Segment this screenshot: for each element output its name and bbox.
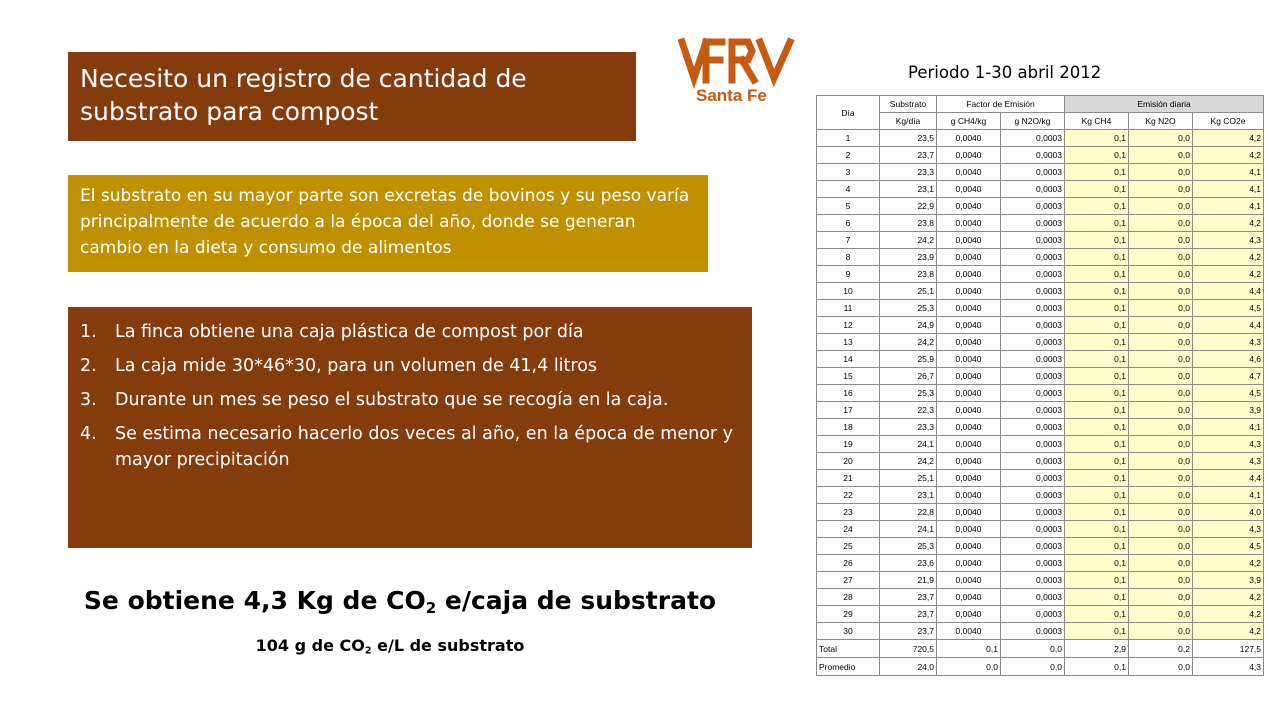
table-cell: 21 [817, 470, 880, 487]
table-cell: 18 [817, 419, 880, 436]
table-row [817, 215, 1264, 232]
table-cell: 0,0 [1129, 334, 1193, 351]
table-cell: 0,0003 [1001, 351, 1065, 368]
table-cell: 4,1 [1193, 487, 1264, 504]
table-cell: 6 [817, 215, 880, 232]
step-number: 4. [80, 424, 97, 444]
table-cell: 24,0 [880, 658, 937, 676]
table-cell: 0,0003 [1001, 368, 1065, 385]
table-cell: 0,0040 [937, 215, 1001, 232]
table-cell: 0,1 [1065, 419, 1129, 436]
table-cell: 0,0 [1129, 589, 1193, 606]
step-text: La caja mide 30*46*30, para un volumen de 41,4 litros [115, 356, 598, 376]
table-cell: 0,0003 [1001, 504, 1065, 521]
table-cell: 0,1 [1065, 147, 1129, 164]
table-cell: 15 [817, 368, 880, 385]
table-cell: 22 [817, 487, 880, 504]
result-subline-prefix: 104 g de CO [255, 636, 365, 655]
table-cell: 26 [817, 555, 880, 572]
table-cell: 24,9 [880, 317, 937, 334]
table-cell: 23,7 [880, 606, 937, 623]
table-cell: 4,7 [1193, 368, 1264, 385]
table-cell: 0,0040 [937, 368, 1001, 385]
table-cell: 22,9 [880, 198, 937, 215]
table-cell: 0,0040 [937, 147, 1001, 164]
table-cell: 0,0 [1129, 215, 1193, 232]
table-cell: 24,1 [880, 436, 937, 453]
table-cell: 0,1 [1065, 334, 1129, 351]
table-cell: 0,0003 [1001, 198, 1065, 215]
table-cell: 25,1 [880, 283, 937, 300]
table-cell: 4,2 [1193, 555, 1264, 572]
table-cell: 0,0040 [937, 334, 1001, 351]
table-cell: 0,0 [1129, 572, 1193, 589]
table-row [817, 368, 1264, 385]
table-cell: 4,1 [1193, 198, 1264, 215]
page-title: Necesito un registro de cantidad de substrato para compost [80, 64, 527, 126]
table-cell: 0,1 [1065, 470, 1129, 487]
table-row [817, 504, 1264, 521]
result-headline [60, 586, 740, 615]
description-banner [68, 175, 708, 272]
table-cell: 0,1 [1065, 249, 1129, 266]
logo-caption: Santa Fe [696, 86, 767, 105]
result-subline [160, 636, 620, 655]
table-cell: 0,2 [1129, 640, 1193, 658]
table-cell: 0,0003 [1001, 606, 1065, 623]
table-cell: 23,5 [880, 130, 937, 147]
table-cell: 4,3 [1193, 453, 1264, 470]
table-cell: 24,2 [880, 334, 937, 351]
table-cell: 4,4 [1193, 317, 1264, 334]
step-text: Se estima necesario hacerlo dos veces al año, en la época de menor y mayor precipitación [115, 424, 734, 470]
table-cell: 9 [817, 266, 880, 283]
table-cell: 4,0 [1193, 504, 1264, 521]
table-total-row [817, 658, 1264, 676]
table-cell: 0,1 [1065, 538, 1129, 555]
table-row [817, 521, 1264, 538]
table-cell: 0,0003 [1001, 249, 1065, 266]
table-cell: 0,1 [1065, 521, 1129, 538]
table-cell: 0,0040 [937, 402, 1001, 419]
table-cell: 0,0 [1001, 640, 1065, 658]
table-cell: 0,0 [1129, 283, 1193, 300]
table-row [817, 181, 1264, 198]
table-cell: 0,1 [1065, 589, 1129, 606]
table-cell: 0,0040 [937, 555, 1001, 572]
table-cell: 0,0003 [1001, 164, 1065, 181]
table-cell: 0,0040 [937, 572, 1001, 589]
table-cell: 0,0 [1129, 351, 1193, 368]
table-cell: 0,0 [1129, 470, 1193, 487]
table-cell: 0,1 [1065, 436, 1129, 453]
table-cell: 25,9 [880, 351, 937, 368]
table-cell: 0,0040 [937, 385, 1001, 402]
table-cell: 4,1 [1193, 164, 1264, 181]
table-cell: 23 [817, 504, 880, 521]
table-cell: 19 [817, 436, 880, 453]
table-row [817, 266, 1264, 283]
table-cell: 0,0 [1129, 487, 1193, 504]
table-cell: 13 [817, 334, 880, 351]
table-cell: 0,0 [1129, 266, 1193, 283]
step-item [80, 387, 740, 413]
table-cell: 4,4 [1193, 470, 1264, 487]
table-cell: 0,0040 [937, 538, 1001, 555]
table-cell: 0,0003 [1001, 334, 1065, 351]
step-text: Durante un mes se peso el substrato que se recogía en la caja. [115, 390, 669, 410]
table-cell: 23,1 [880, 181, 937, 198]
result-headline-suffix: e/caja de substrato [436, 586, 717, 615]
table-cell: 0,0003 [1001, 232, 1065, 249]
table-cell: 0,0003 [1001, 283, 1065, 300]
subheader-cell: Kg CO2e [1193, 113, 1264, 130]
table-cell: 0,0040 [937, 164, 1001, 181]
table-cell: 25 [817, 538, 880, 555]
table-cell: 0,0040 [937, 249, 1001, 266]
table-cell: 28 [817, 589, 880, 606]
table-cell: 0,1 [1065, 283, 1129, 300]
table-cell: 24 [817, 521, 880, 538]
table-cell: Total [817, 640, 880, 658]
table-cell: 0,1 [1065, 402, 1129, 419]
table-cell: 17 [817, 402, 880, 419]
table-cell: 4,3 [1193, 334, 1264, 351]
table-cell: 0,1 [1065, 487, 1129, 504]
table-cell: 0,1 [1065, 181, 1129, 198]
table-cell: 8 [817, 249, 880, 266]
table-cell: 0,0040 [937, 181, 1001, 198]
table-row [817, 334, 1264, 351]
table-cell: 24,1 [880, 521, 937, 538]
table-row [817, 606, 1264, 623]
table-cell: 23,8 [880, 266, 937, 283]
table-cell: 25,3 [880, 300, 937, 317]
table-cell: 0,0 [1129, 658, 1193, 676]
table-row [817, 385, 1264, 402]
table-row [817, 232, 1264, 249]
table-cell: 0,0 [1129, 317, 1193, 334]
table-cell: 0,0040 [937, 589, 1001, 606]
table-cell: 27 [817, 572, 880, 589]
table-cell: 0,0 [1129, 164, 1193, 181]
table-cell: 0,1 [1065, 317, 1129, 334]
table-row [817, 453, 1264, 470]
table-cell: 0,1 [1065, 555, 1129, 572]
table-cell: 0,0040 [937, 283, 1001, 300]
table-cell: 0,0003 [1001, 266, 1065, 283]
table-cell: 0,0040 [937, 504, 1001, 521]
table-cell: 0,0003 [1001, 436, 1065, 453]
step-item [80, 421, 740, 473]
table-cell: 0,0 [1129, 521, 1193, 538]
table-cell: 0,1 [1065, 385, 1129, 402]
steps-panel [68, 307, 752, 548]
table-cell: 0,1 [1065, 351, 1129, 368]
table-cell: 0,0040 [937, 130, 1001, 147]
step-number: 3. [80, 390, 97, 410]
table-cell: 0,0 [1129, 300, 1193, 317]
table-cell: 0,1 [1065, 300, 1129, 317]
table-cell: 0,0040 [937, 232, 1001, 249]
table-cell: 0,0 [1129, 436, 1193, 453]
table-cell: 0,1 [1065, 453, 1129, 470]
table-cell: 0,0003 [1001, 555, 1065, 572]
header-factor: Factor de Emisión [937, 96, 1065, 113]
table-cell: 4,2 [1193, 147, 1264, 164]
table-cell: 0,0 [1129, 385, 1193, 402]
table-cell: 4,3 [1193, 436, 1264, 453]
table-cell: 2,9 [1065, 640, 1129, 658]
table-cell: 0,1 [937, 640, 1001, 658]
table-row [817, 300, 1264, 317]
table-cell: 0,0003 [1001, 385, 1065, 402]
table-cell: 0,0003 [1001, 623, 1065, 640]
result-headline-subscript: 2 [425, 598, 437, 617]
table-total-row [817, 640, 1264, 658]
table-cell: 4,4 [1193, 283, 1264, 300]
period-label: Periodo 1-30 abril 2012 [908, 63, 1102, 82]
table-cell: 23,3 [880, 164, 937, 181]
table-cell: 24,2 [880, 232, 937, 249]
table-cell: 14 [817, 351, 880, 368]
table-row [817, 198, 1264, 215]
table-cell: 0,0 [1129, 181, 1193, 198]
table-cell: 4,2 [1193, 215, 1264, 232]
table-row [817, 623, 1264, 640]
table-cell: 0,0 [937, 658, 1001, 676]
table-cell: 0,1 [1065, 164, 1129, 181]
table-cell: 23,7 [880, 589, 937, 606]
table-cell: 23,3 [880, 419, 937, 436]
table-cell: 20 [817, 453, 880, 470]
table-cell: 0,0 [1129, 130, 1193, 147]
header-day: Día [817, 96, 880, 130]
table-cell: 0,1 [1065, 572, 1129, 589]
table-cell: 0,0040 [937, 606, 1001, 623]
table-cell: 0,0003 [1001, 470, 1065, 487]
table-cell: 0,0003 [1001, 181, 1065, 198]
table-cell: 5 [817, 198, 880, 215]
table-row [817, 402, 1264, 419]
table-row [817, 555, 1264, 572]
table-cell: 0,1 [1065, 368, 1129, 385]
table-cell: 23,7 [880, 623, 937, 640]
table-cell: 0,0040 [937, 487, 1001, 504]
result-subline-suffix: e/L de substrato [371, 636, 525, 655]
table-cell: 23,7 [880, 147, 937, 164]
table-cell: 24,2 [880, 453, 937, 470]
table-cell: 0,1 [1065, 606, 1129, 623]
table-cell: 25,1 [880, 470, 937, 487]
table-row [817, 470, 1264, 487]
table-cell: 0,0 [1129, 504, 1193, 521]
table-row [817, 419, 1264, 436]
table-cell: 4,6 [1193, 351, 1264, 368]
table-cell: 0,0 [1129, 538, 1193, 555]
emissions-table [816, 95, 1264, 676]
table-cell: 26,7 [880, 368, 937, 385]
table-cell: 12 [817, 317, 880, 334]
table-subheader-row [817, 113, 1264, 130]
subheader-cell: Kg/día [880, 113, 937, 130]
table-cell: 23,9 [880, 249, 937, 266]
table-cell: 0,1 [1065, 504, 1129, 521]
table-cell: 0,0040 [937, 351, 1001, 368]
table-cell: 0,0 [1129, 249, 1193, 266]
table-cell: 0,0040 [937, 317, 1001, 334]
table-cell: 0,0 [1129, 453, 1193, 470]
table-cell: 0,0003 [1001, 402, 1065, 419]
table-cell: 23,1 [880, 487, 937, 504]
table-row [817, 249, 1264, 266]
table-header-row [817, 96, 1264, 113]
table-cell: 0,0 [1129, 623, 1193, 640]
table-cell: 4,5 [1193, 538, 1264, 555]
table-cell: 4,2 [1193, 623, 1264, 640]
table-cell: 0,0003 [1001, 487, 1065, 504]
table-cell: 4 [817, 181, 880, 198]
table-cell: 0,0003 [1001, 572, 1065, 589]
table-cell: 23,8 [880, 215, 937, 232]
table-cell: 0,0040 [937, 300, 1001, 317]
table-row [817, 572, 1264, 589]
step-item [80, 353, 740, 379]
table-cell: 0,1 [1065, 215, 1129, 232]
table-cell: 4,5 [1193, 385, 1264, 402]
table-cell: 21,9 [880, 572, 937, 589]
table-cell: 0,0040 [937, 266, 1001, 283]
title-banner [68, 52, 636, 141]
subheader-cell: Kg CH4 [1065, 113, 1129, 130]
table-row [817, 147, 1264, 164]
table-cell: 0,0003 [1001, 453, 1065, 470]
table-row [817, 130, 1264, 147]
table-cell: 0,0040 [937, 521, 1001, 538]
table-cell: 30 [817, 623, 880, 640]
table-cell: 0,0 [1129, 419, 1193, 436]
table-cell: 0,0 [1129, 198, 1193, 215]
table-cell: 4,2 [1193, 589, 1264, 606]
table-cell: 3 [817, 164, 880, 181]
subheader-cell: g CH4/kg [937, 113, 1001, 130]
table-row [817, 538, 1264, 555]
table-cell: 0,0003 [1001, 538, 1065, 555]
table-cell: 0,0 [1129, 606, 1193, 623]
table-cell: 25,3 [880, 385, 937, 402]
table-cell: 0,0003 [1001, 419, 1065, 436]
table-cell: 0,0003 [1001, 317, 1065, 334]
table-cell: 0,0 [1129, 368, 1193, 385]
table-cell: Promedio [817, 658, 880, 676]
table-cell: 0,0003 [1001, 147, 1065, 164]
table-row [817, 589, 1264, 606]
table-cell: 0,0003 [1001, 521, 1065, 538]
table-cell: 127,5 [1193, 640, 1264, 658]
table-cell: 4,1 [1193, 419, 1264, 436]
table-row [817, 487, 1264, 504]
table-cell: 0,0040 [937, 470, 1001, 487]
table-cell: 16 [817, 385, 880, 402]
table-cell: 4,2 [1193, 130, 1264, 147]
table-cell: 0,0 [1129, 402, 1193, 419]
table-row [817, 317, 1264, 334]
table-cell: 4,5 [1193, 300, 1264, 317]
table-cell: 0,0 [1129, 555, 1193, 572]
step-text: La finca obtiene una caja plástica de compost por día [115, 322, 584, 342]
table-cell: 0,1 [1065, 232, 1129, 249]
table-row [817, 436, 1264, 453]
table-cell: 0,1 [1065, 266, 1129, 283]
table-cell: 0,1 [1065, 198, 1129, 215]
table-cell: 22,3 [880, 402, 937, 419]
table-cell: 4,1 [1193, 181, 1264, 198]
table-row [817, 283, 1264, 300]
table-cell: 29 [817, 606, 880, 623]
table-cell: 23,6 [880, 555, 937, 572]
steps-list [80, 319, 740, 473]
table-cell: 0,0040 [937, 436, 1001, 453]
table-cell: 2 [817, 147, 880, 164]
table-cell: 0,0003 [1001, 215, 1065, 232]
table-cell: 0,0040 [937, 198, 1001, 215]
subheader-cell: Kg N2O [1129, 113, 1193, 130]
table-cell: 3,9 [1193, 402, 1264, 419]
result-headline-prefix: Se obtiene 4,3 Kg de CO [83, 586, 426, 615]
table-cell: 4,3 [1193, 521, 1264, 538]
table-cell: 22,8 [880, 504, 937, 521]
header-emission: Emisión diaria [1065, 96, 1264, 113]
step-item [80, 319, 740, 345]
table-cell: 4,3 [1193, 658, 1264, 676]
table-cell: 0,0040 [937, 419, 1001, 436]
step-number: 1. [80, 322, 97, 342]
table-cell: 0,0003 [1001, 589, 1065, 606]
result-subline-subscript: 2 [364, 645, 372, 657]
step-number: 2. [80, 356, 97, 376]
table-cell: 0,0 [1001, 658, 1065, 676]
header-substrate: Substrato [880, 96, 937, 113]
table-cell: 25,3 [880, 538, 937, 555]
table-cell: 0,1 [1065, 658, 1129, 676]
table-cell: 4,3 [1193, 232, 1264, 249]
table-row [817, 351, 1264, 368]
table-cell: 0,0040 [937, 453, 1001, 470]
table-cell: 0,0 [1129, 232, 1193, 249]
table-cell: 0,1 [1065, 130, 1129, 147]
table-cell: 0,0 [1129, 147, 1193, 164]
subheader-cell: g N2O/kg [1001, 113, 1065, 130]
table-cell: 0,0003 [1001, 130, 1065, 147]
table-cell: 0,1 [1065, 623, 1129, 640]
table-cell: 4,2 [1193, 249, 1264, 266]
description-text: El substrato en su mayor parte son excretas de bovinos y su peso varía principalmente de acuerdo a la época del año, donde se generan cambio en la dieta y consumo de alimentos [80, 186, 690, 258]
table-cell: 11 [817, 300, 880, 317]
table-cell: 0,0003 [1001, 300, 1065, 317]
table-cell: 3,9 [1193, 572, 1264, 589]
table-cell: 7 [817, 232, 880, 249]
table-row [817, 164, 1264, 181]
table-cell: 1 [817, 130, 880, 147]
table-cell: 720,5 [880, 640, 937, 658]
table-cell: 0,0040 [937, 623, 1001, 640]
table-cell: 4,2 [1193, 266, 1264, 283]
table-cell: 10 [817, 283, 880, 300]
table-cell: 4,2 [1193, 606, 1264, 623]
